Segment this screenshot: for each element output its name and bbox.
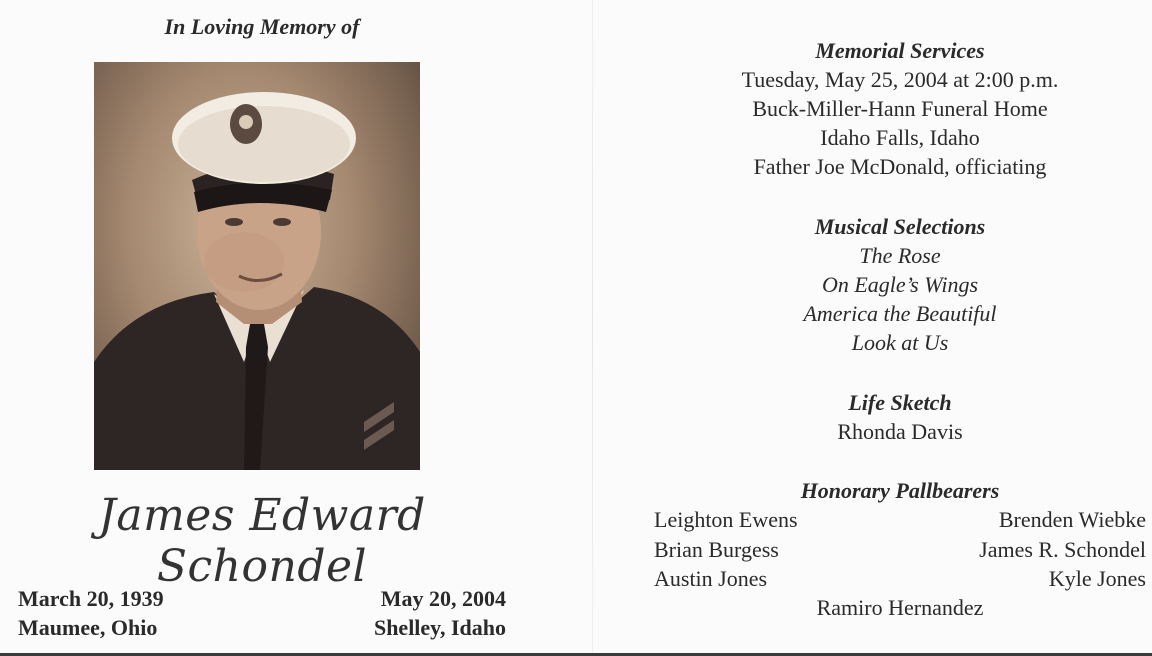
memorial-services-section [650, 36, 1150, 181]
pallbearer-name: James R. Schondel [979, 536, 1146, 562]
life-sketch-speaker: Rhonda Davis [837, 419, 963, 444]
service-officiant-line: Father Joe McDonald, officiating [753, 154, 1047, 179]
pallbearers-left-column [654, 505, 798, 594]
fold-line [592, 0, 593, 656]
death-place: Shelley, Idaho [373, 615, 506, 640]
life-sketch-section [650, 388, 1150, 446]
pallbearer-name: Brenden Wiebke [998, 507, 1146, 532]
song-item: Look at Us [851, 330, 949, 355]
pallbearer-name: Brian Burgess [654, 536, 779, 562]
pallbearer-name: Leighton Ewens [654, 507, 798, 532]
deceased-name: James Edward Schondel [98, 490, 426, 592]
birth-date: March 20, 1939 [18, 586, 164, 611]
in-loving-memory-heading: In Loving Memory of [164, 14, 360, 39]
song-item: On Eagle’s Wings [821, 272, 979, 297]
song-item: The Rose [859, 243, 941, 268]
service-city-line: Idaho Falls, Idaho [820, 125, 980, 150]
pallbearers-section [650, 476, 1150, 623]
birth-place: Maumee, Ohio [18, 615, 158, 640]
pallbearers-title: Honorary Pallbearers [800, 478, 1000, 503]
pallbearer-name: Austin Jones [654, 566, 768, 591]
death-date: May 20, 2004 [380, 586, 506, 611]
death-info [300, 584, 506, 642]
pallbearer-name: Kyle Jones [1048, 566, 1146, 591]
service-venue-line: Buck-Miller-Hann Funeral Home [752, 96, 1048, 121]
pallbearers-right-column [979, 505, 1146, 594]
life-sketch-title: Life Sketch [848, 390, 952, 415]
portrait-photo [94, 62, 420, 470]
musical-selections-section [650, 212, 1150, 357]
birth-info [18, 584, 164, 642]
memorial-services-title: Memorial Services [815, 38, 985, 63]
pallbearers-list [654, 505, 1146, 623]
service-date-line: Tuesday, May 25, 2004 at 2:00 p.m. [741, 67, 1059, 92]
song-item: America the Beautiful [803, 301, 997, 326]
pallbearer-name: Ramiro Hernandez [816, 595, 984, 620]
musical-selections-title: Musical Selections [814, 214, 986, 239]
